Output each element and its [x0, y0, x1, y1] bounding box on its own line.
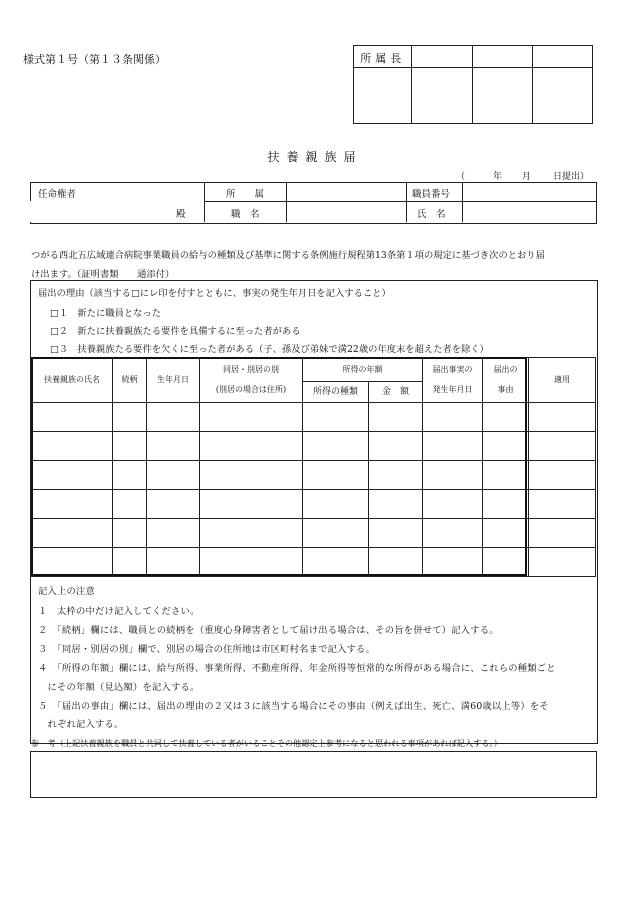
- reference-field[interactable]: [30, 751, 597, 798]
- table-cell[interactable]: [303, 461, 369, 490]
- note-item: にその年額（見込額）を記入する。: [38, 682, 200, 693]
- page-title: 扶養親族届: [267, 150, 363, 164]
- table-cell[interactable]: [113, 461, 147, 490]
- table-cell[interactable]: [303, 403, 369, 432]
- table-cell[interactable]: [200, 490, 303, 519]
- table-cell[interactable]: [113, 548, 147, 577]
- table-cell[interactable]: [147, 432, 200, 461]
- header-cohabit: [200, 358, 303, 403]
- header-cohabit-line2: (別居の場合は住所): [215, 385, 287, 394]
- intro-line-1: つがる西北五広域連合病院事業職員の給与の種類及び基準に関する条例施行規程第13条第１項の規定に基づき次のとおり届: [31, 250, 545, 261]
- table-cell[interactable]: [32, 490, 113, 519]
- approval-stamp-cell[interactable]: [532, 46, 592, 68]
- table-cell[interactable]: [200, 519, 303, 548]
- note-item: ３ 「同居・別居の別」欄で、別居の場合の住所地は市区町村名まで記入する。: [38, 644, 376, 655]
- header-birthdate: 生年月日: [147, 358, 200, 403]
- table-cell[interactable]: [369, 490, 423, 519]
- table-cell[interactable]: [200, 461, 303, 490]
- table-cell[interactable]: [32, 519, 113, 548]
- table-cell[interactable]: [32, 432, 113, 461]
- form-number: 様式第１号（第１３条関係）: [23, 53, 166, 66]
- table-cell[interactable]: [369, 403, 423, 432]
- table-cell[interactable]: [369, 548, 423, 577]
- table-cell[interactable]: [200, 403, 303, 432]
- table-cell[interactable]: [200, 548, 303, 577]
- table-cell[interactable]: [423, 519, 483, 548]
- table-cell[interactable]: [529, 461, 596, 490]
- approval-seal-cell[interactable]: [472, 68, 532, 124]
- table-row: [32, 432, 596, 461]
- table-cell[interactable]: [423, 432, 483, 461]
- table-cell[interactable]: [423, 403, 483, 432]
- table-cell[interactable]: [303, 490, 369, 519]
- approval-box-label: 所属長: [354, 46, 412, 68]
- table-cell[interactable]: [529, 490, 596, 519]
- table-cell[interactable]: [369, 432, 423, 461]
- approval-stamp-cell[interactable]: [412, 46, 472, 68]
- header-reason-line1: 届出の: [493, 365, 518, 374]
- reason-item-1[interactable]: □１ 新たに職員となった: [50, 308, 162, 319]
- table-cell[interactable]: [32, 403, 113, 432]
- header-relation: 続柄: [113, 358, 147, 403]
- name-field[interactable]: [463, 202, 594, 221]
- table-cell[interactable]: [529, 548, 596, 577]
- affiliation-label: 所 属: [226, 189, 265, 200]
- note-item: ４ 「所得の年額」欄には、給与所得、事業所得、不動産所得、年金所得等恒常的な所得がある場合に、これらの種類ごと: [38, 663, 556, 674]
- header-cohabit-line1: 同居・別居の別: [223, 365, 279, 374]
- honorific: 殿: [176, 209, 186, 220]
- table-cell[interactable]: [32, 461, 113, 490]
- header-income: 所得の年額: [303, 358, 423, 382]
- approval-seal-cell[interactable]: [412, 68, 472, 124]
- table-cell[interactable]: [529, 519, 596, 548]
- table-cell[interactable]: [483, 403, 529, 432]
- table-cell[interactable]: [113, 519, 147, 548]
- table-row: [32, 548, 596, 577]
- submit-date-day: 日提出）: [553, 172, 590, 182]
- table-cell[interactable]: [423, 490, 483, 519]
- header-income-amount: 金 額: [369, 382, 423, 403]
- submit-date-open: （: [456, 172, 466, 182]
- position-field[interactable]: [287, 202, 405, 221]
- notes-heading: 記入上の注意: [38, 586, 95, 597]
- table-cell[interactable]: [147, 548, 200, 577]
- affiliation-field[interactable]: [287, 183, 405, 201]
- table-cell[interactable]: [529, 432, 596, 461]
- table-cell[interactable]: [483, 519, 529, 548]
- table-row: [32, 403, 596, 432]
- table-cell[interactable]: [483, 432, 529, 461]
- table-row: [32, 519, 596, 548]
- table-row: [32, 490, 596, 519]
- header-occur-date: [423, 358, 483, 403]
- table-cell[interactable]: [147, 490, 200, 519]
- header-name: 扶養親族の氏名: [32, 358, 113, 403]
- employee-number-field[interactable]: [463, 183, 594, 201]
- note-item: １ 太枠の中だけ記入してください。: [38, 606, 200, 617]
- table-cell[interactable]: [483, 490, 529, 519]
- reason-item-2[interactable]: □２ 新たに扶養親族たる要件を具備するに至った者がある: [50, 326, 301, 337]
- submit-date-month: 月: [522, 172, 532, 182]
- table-cell[interactable]: [529, 403, 596, 432]
- reference-label: 参 考（上記扶養親族を職員と共同して扶養している者がいることその他認定上参考になると思われる事項があれば記入する。）: [31, 738, 502, 748]
- approval-box: [353, 45, 593, 124]
- note-item: れぞれ記入する。: [38, 719, 124, 730]
- table-cell[interactable]: [113, 403, 147, 432]
- approval-seal-cell[interactable]: [532, 68, 592, 124]
- approval-stamp-cell[interactable]: [472, 46, 532, 68]
- header-occur-line2: 発生年月日: [432, 385, 473, 394]
- table-cell[interactable]: [147, 519, 200, 548]
- dependents-table: [31, 357, 596, 577]
- submit-date: [456, 169, 465, 182]
- employee-number-label: 職員番号: [412, 189, 451, 200]
- table-cell[interactable]: [113, 490, 147, 519]
- table-cell[interactable]: [147, 403, 200, 432]
- approval-seal-cell[interactable]: [354, 68, 412, 124]
- table-cell[interactable]: [113, 432, 147, 461]
- table-cell[interactable]: [369, 519, 423, 548]
- header-reason-line2: 事由: [497, 385, 514, 394]
- intro-line-2: け出ます。（証明書類 通添付）: [31, 269, 175, 280]
- table-cell[interactable]: [32, 548, 113, 577]
- reason-item-3[interactable]: □３ 扶養親族たる要件を欠くに至った者がある（子、孫及び弟妹で満22歳の年度末を超えた者を除く）: [50, 344, 489, 355]
- header-remarks: 適用: [529, 358, 596, 403]
- header-income-type: 所得の種類: [303, 382, 369, 403]
- table-cell[interactable]: [303, 519, 369, 548]
- name-label: 氏 名: [417, 209, 446, 220]
- position-label: 職 名: [231, 209, 260, 220]
- table-cell[interactable]: [423, 461, 483, 490]
- note-item: ２ 「続柄」欄には、職員との続柄を（重度心身障害者として届け出る場合は、その旨を併せて）記入する。: [38, 625, 499, 636]
- table-cell[interactable]: [147, 461, 200, 490]
- header-occur-line1: 届出事実の: [432, 365, 473, 374]
- table-cell[interactable]: [483, 548, 529, 577]
- header-reason: [483, 358, 529, 403]
- table-cell[interactable]: [200, 432, 303, 461]
- table-cell[interactable]: [423, 548, 483, 577]
- submit-date-year: 年: [493, 172, 503, 182]
- table-cell[interactable]: [303, 548, 369, 577]
- table-cell[interactable]: [369, 461, 423, 490]
- appointer-label: 任命権者: [38, 189, 77, 200]
- table-cell[interactable]: [483, 461, 529, 490]
- table-cell[interactable]: [303, 432, 369, 461]
- note-item: ５ 「届出の事由」欄には、届出の理由の２又は３に該当する場合にその事由（例えば出生、死亡、満60歳以上等）をそ: [38, 701, 549, 712]
- table-row: [32, 461, 596, 490]
- reason-heading: 届出の理由（該当する□にレ印を付すとともに、事実の発生年月日を記入すること）: [38, 288, 391, 299]
